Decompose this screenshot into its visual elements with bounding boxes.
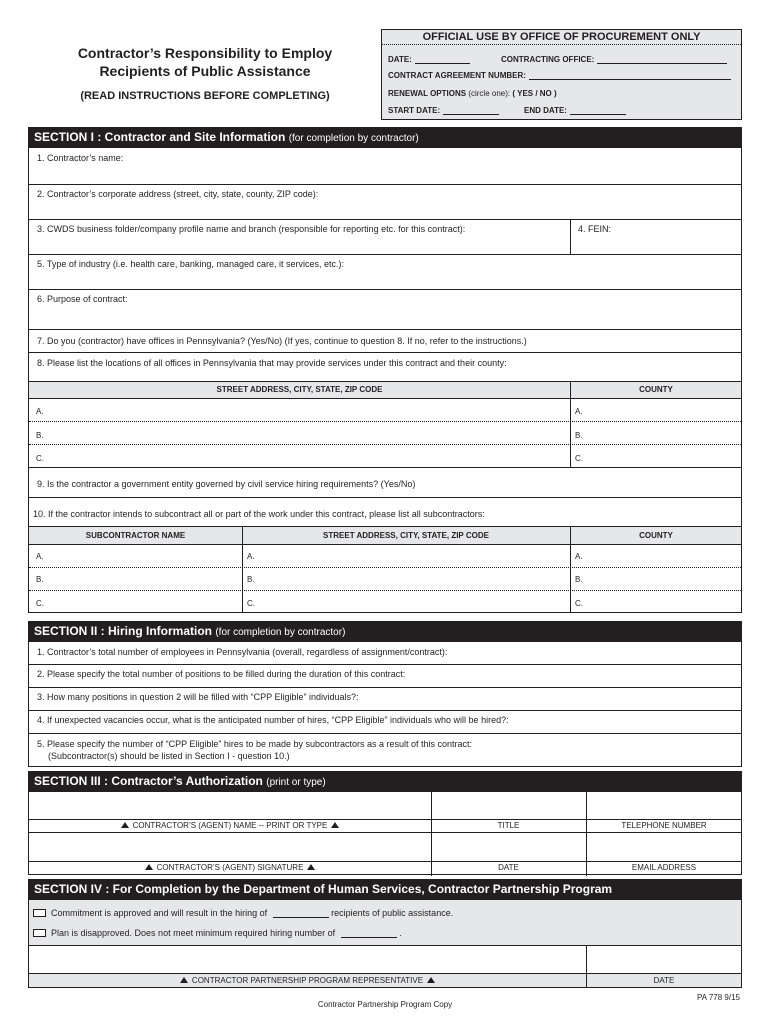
office-county-c[interactable]: C.: [575, 454, 583, 463]
contract-number-field[interactable]: [529, 72, 731, 80]
title-caption: TITLE: [497, 821, 520, 830]
agent-signature-field[interactable]: [29, 833, 431, 861]
disapproved-checkbox[interactable]: [33, 929, 46, 937]
col-street-address: STREET ADDRESS, CITY, STATE, ZIP CODE: [216, 385, 383, 394]
section-1-header: SECTION I : Contractor and Site Information (for completion by contractor): [28, 127, 742, 147]
copy-label: Contractor Partnership Program Copy: [317, 1000, 453, 1009]
official-date-field[interactable]: [415, 56, 470, 64]
section-4-header: SECTION IV : For Completion by the Department of Human Services, Contractor Partnership Program: [28, 879, 742, 899]
s2-q4-vacancies[interactable]: 4. If unexpected vacancies occur, what is the anticipated number of hires, “CPP Eligible” individuals who will be hired?:: [37, 715, 509, 725]
up-arrow-icon: [145, 864, 153, 870]
office-row-a[interactable]: A.: [36, 407, 44, 416]
q3-cwds-profile[interactable]: 3. CWDS business folder/company profile name and branch (responsible for reporting etc. for this contract):: [37, 224, 466, 234]
q2-corporate-address[interactable]: 2. Contractor’s corporate address (street, city, state, county, ZIP code):: [37, 189, 319, 199]
office-county-a[interactable]: A.: [575, 407, 583, 416]
agent-signature-caption: CONTRACTOR’S (AGENT) SIGNATURE: [29, 863, 431, 872]
sub-name-b[interactable]: B.: [36, 575, 44, 584]
form-title: Contractor’s Responsibility to Employ Recipients of Public Assistance: [77, 45, 333, 79]
up-arrow-icon: [121, 822, 129, 828]
approved-checkbox[interactable]: [33, 909, 46, 917]
q5-industry-type[interactable]: 5. Type of industry (i.e. health care, banking, managed care, it services, etc.):: [37, 259, 344, 269]
sub-county-b[interactable]: B.: [575, 575, 583, 584]
col-county: COUNTY: [639, 385, 673, 394]
start-date-label: START DATE:: [388, 106, 441, 115]
sub-address-a[interactable]: A.: [247, 552, 255, 561]
q7-pa-offices[interactable]: 7. Do you (contractor) have offices in Pennsylvania? (Yes/No) (If yes, continue to question 8. If no, refer to the instructions.): [37, 336, 527, 346]
q9-government-entity[interactable]: 9. Is the contractor a government entity governed by civil service hiring requirements? (Yes/No): [37, 479, 416, 489]
q6-contract-purpose[interactable]: 6. Purpose of contract:: [37, 294, 128, 304]
office-county-b[interactable]: B.: [575, 431, 583, 440]
approved-option[interactable]: Commitment is approved and will result in the hiring of recipients of public assistance.: [29, 903, 741, 918]
end-date-field[interactable]: [570, 107, 626, 115]
renewal-yes-no[interactable]: ( YES / NO ): [512, 89, 557, 98]
sub-name-c[interactable]: C.: [36, 599, 44, 608]
contracting-office-label: CONTRACTING OFFICE:: [501, 55, 595, 64]
section-2-frame: [28, 641, 742, 767]
section-2-header: SECTION II : Hiring Information (for completion by contractor): [28, 621, 742, 641]
section-1-frame: [28, 147, 742, 613]
date-field[interactable]: [431, 833, 586, 861]
telephone-field[interactable]: [586, 792, 742, 819]
start-date-field[interactable]: [443, 107, 499, 115]
date-caption: DATE: [498, 863, 519, 872]
col-subcontractor-name: SUBCONTRACTOR NAME: [85, 531, 186, 540]
email-caption: EMAIL ADDRESS: [631, 863, 697, 872]
col-sub-street-address: STREET ADDRESS, CITY, STATE, ZIP CODE: [323, 531, 489, 540]
instructions-note: (READ INSTRUCTIONS BEFORE COMPLETING): [80, 90, 330, 102]
contract-number-label: CONTRACT AGREEMENT NUMBER:: [388, 71, 526, 80]
representative-caption: CONTRACTOR PARTNERSHIP PROGRAM REPRESENTATIVE: [29, 976, 586, 985]
representative-field[interactable]: [29, 946, 586, 973]
sub-name-a[interactable]: A.: [36, 552, 44, 561]
up-arrow-icon: [427, 977, 435, 983]
section-4-frame: [28, 899, 742, 988]
sub-address-c[interactable]: C.: [247, 599, 255, 608]
form-number: PA 778 9/15: [697, 993, 740, 1002]
end-date-label: END DATE:: [524, 106, 567, 115]
official-use-box: [381, 29, 742, 120]
sub-address-b[interactable]: B.: [247, 575, 255, 584]
s2-q2-positions[interactable]: 2. Please specify the total number of positions to be filled during the duration of this contract:: [37, 669, 406, 679]
up-arrow-icon: [180, 977, 188, 983]
hiring-count-field[interactable]: [273, 910, 329, 918]
cpp-date-caption: DATE: [653, 976, 675, 985]
renewal-options-label: RENEWAL OPTIONS: [388, 89, 467, 98]
telephone-caption: TELEPHONE NUMBER: [621, 821, 707, 830]
up-arrow-icon: [307, 864, 315, 870]
cpp-date-field[interactable]: [586, 946, 742, 973]
q1-contractor-name[interactable]: 1. Contractor’s name:: [37, 153, 124, 163]
up-arrow-icon: [331, 822, 339, 828]
disapproved-option[interactable]: Plan is disapproved. Does not meet minimum required hiring number of .: [29, 923, 741, 938]
sub-county-c[interactable]: C.: [575, 599, 583, 608]
section-3-frame: [28, 791, 742, 875]
s2-q3-cpp-positions[interactable]: 3. How many positions in question 2 will be filled with “CPP Eligible” individuals?:: [37, 692, 359, 702]
q4-fein[interactable]: 4. FEIN:: [578, 224, 612, 234]
s2-q5-subcontractor-hires[interactable]: 5. Please specify the number of “CPP Eligible” hires to be made by subcontractors as a result of this contract: (Subcontractor(s) should be listed in Section I - question 10.): [37, 739, 473, 761]
q8-office-locations: 8. Please list the locations of all offices in Pennsylvania that may provide services under this contract and their county:: [37, 358, 507, 368]
agent-name-caption: CONTRACTOR’S (AGENT) NAME -- PRINT OR TYPE: [29, 821, 431, 830]
office-row-b[interactable]: B.: [36, 431, 44, 440]
agent-name-field[interactable]: [29, 792, 431, 819]
official-use-heading: OFFICIAL USE BY OFFICE OF PROCUREMENT ONLY: [382, 30, 741, 45]
sub-county-a[interactable]: A.: [575, 552, 583, 561]
minimum-hiring-field[interactable]: [341, 930, 397, 938]
s2-q1-total-employees[interactable]: 1. Contractor’s total number of employees in Pennsylvania (overall, regardless of assignment/contract):: [37, 647, 448, 657]
q10-subcontractors: 10. If the contractor intends to subcontract all or part of the work under this contract, please list all subcontractors:: [33, 509, 485, 519]
email-field[interactable]: [586, 833, 742, 861]
title-field[interactable]: [431, 792, 586, 819]
col-sub-county: COUNTY: [639, 531, 673, 540]
contracting-office-field[interactable]: [597, 56, 727, 64]
renewal-circle-note: (circle one):: [468, 89, 511, 98]
section-3-header: SECTION III : Contractor’s Authorization (print or type): [28, 771, 742, 791]
official-date-label: DATE:: [388, 55, 412, 64]
office-row-c[interactable]: C.: [36, 454, 44, 463]
